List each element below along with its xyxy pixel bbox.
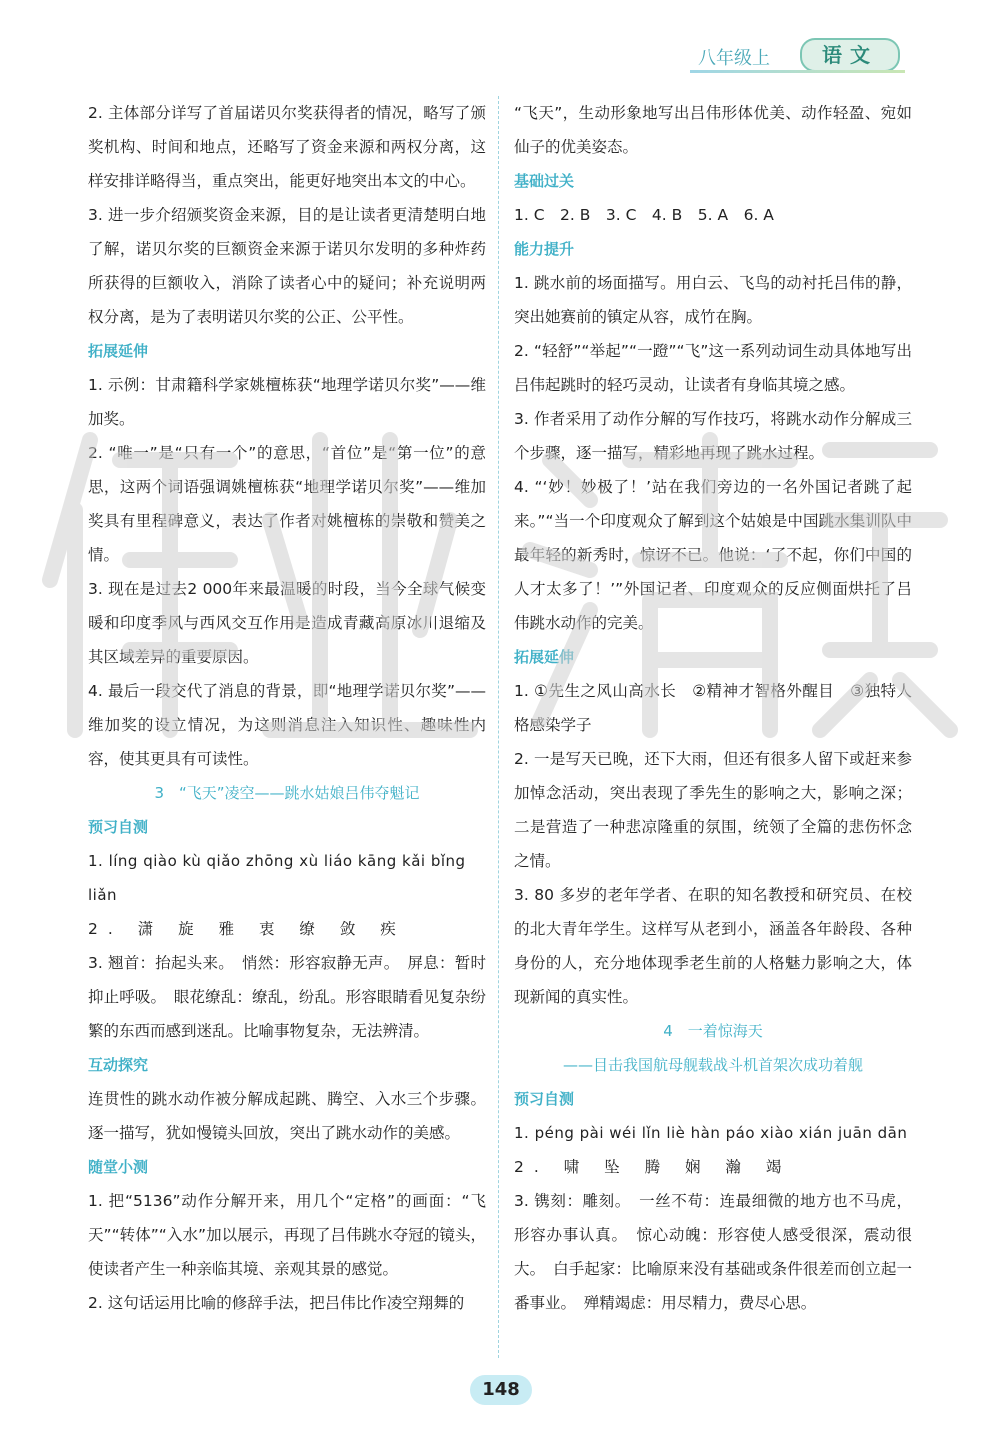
answer-paragraph: 1. 跳水前的场面描写。用白云、飞鸟的动衬托吕伟的静，突出她赛前的镇定从容，成竹在胸。 — [514, 274, 912, 326]
section-heading: 互动探究 — [88, 1056, 149, 1074]
answer-paragraph: 1. 把“5136”动作分解开来，用几个“定格”的画面：“飞天”“转体”“入水”加以展示，再现了吕伟跳水夺冠的镜头，使读者产生一种亲临其境、亲观其景的感觉。 — [88, 1192, 486, 1278]
answer-paragraph: 3. 进一步介绍颁奖资金来源，目的是让读者更清楚明白地了解，诺贝尔奖的巨额资金来源于诺贝尔发明的多种炸药所获得的巨额收入，消除了读者心中的疑问；补充说明两权分离，是为了表明诺贝尔奖的公正、公平性。 — [88, 206, 486, 326]
section-heading: 基础过关 — [514, 172, 575, 190]
pinyin-answer: 1. péng pài wéi lǐn liè hàn páo xiào xián juān dān — [514, 1124, 908, 1142]
subject-badge: 语文 — [800, 38, 900, 72]
answer-paragraph: 2. “唯一”是“只有一个”的意思，“首位”是“第一位”的意思，这两个词语强调姚檀栋获“地理学诺贝尔奖”——维加奖具有里程碑意义，表达了作者对姚檀栋的崇敬和赞美之情。 — [88, 444, 486, 564]
column-divider — [498, 96, 499, 1358]
answer-paragraph: 2. “轻舒”“举起”“一蹬”“飞”这一系列动词生动具体地写出吕伟起跳时的轻巧灵动，让读者有身临其境之感。 — [514, 342, 912, 394]
answer-paragraph: 3. 镌刻：雕刻。 一丝不苟：连最细微的地方也不马虎，形容办事认真。 惊心动魄：形容使人感受很深，震动很大。 白手起家：比喻原来没有基础或条件很差而创立起一番事业。 殚精竭虑：用尽精力，费尽心思。 — [514, 1192, 912, 1312]
character-answer: 2. 啸 坠 腾 娴 瀚 竭 — [514, 1158, 792, 1176]
section-heading: 预习自测 — [514, 1090, 575, 1108]
answer-paragraph: 1. 示例：甘肃籍科学家姚檀栋获“地理学诺贝尔奖”——维加奖。 — [88, 376, 486, 428]
answer-paragraph: 3. 作者采用了动作分解的写作技巧，将跳水动作分解成三个步骤，逐一描写，精彩地再现了跳水过程。 — [514, 410, 912, 462]
answer-paragraph: 4. 最后一段交代了消息的背景，即“地理学诺贝尔奖”——维加奖的设立情况，为这则消息注入知识性、趣味性内容，使其更具有可读性。 — [88, 682, 486, 768]
answer-paragraph: 2. 一是写天已晚，还下大雨，但还有很多人留下或赶来参加悼念活动，突出表现了季先生的影响之大，影响之深；二是营造了一种悲凉隆重的氛围，统领了全篇的悲伤怀念之情。 — [514, 750, 912, 870]
answer-paragraph: 1. ①先生之风山高水长 ②精神才智格外醒目 ③独特人格感染学子 — [514, 682, 912, 734]
section-heading: 随堂小测 — [88, 1158, 149, 1176]
grade-label: 八年级上 — [698, 48, 770, 69]
section-heading: 拓展延伸 — [514, 648, 575, 666]
answer-paragraph: “飞天”，生动形象地写出吕伟形体优美、动作轻盈、宛如仙子的优美姿态。 — [514, 104, 912, 156]
section-heading: 拓展延伸 — [88, 342, 149, 360]
answer-paragraph: 连贯性的跳水动作被分解成起跳、腾空、入水三个步骤。逐一描写，犹如慢镜头回放，突出了跳水动作的美感。 — [88, 1090, 486, 1142]
section-heading: 预习自测 — [88, 818, 149, 836]
section-heading: 能力提升 — [514, 240, 575, 258]
answer-paragraph: 2. 这句话运用比喻的修辞手法，把吕伟比作凌空翔舞的 — [88, 1294, 465, 1312]
character-answer: 2. 潇 旋 雅 衷 缭 敛 疾 — [88, 920, 406, 938]
pinyin-answer: 1. líng qiào kù qiǎo zhōng xù liáo kāng kǎi bǐng liǎn — [88, 852, 466, 904]
answer-paragraph: 3. 80 多岁的老年学者、在职的知名教授和研究员、在校的北大青年学生。这样写从老到小，涵盖各年龄段、各种身份的人，充分地体现季老生前的人格魅力影响之大，体现新闻的真实性。 — [514, 886, 912, 1006]
lesson-title: 4 一着惊海天 — [663, 1022, 763, 1040]
lesson-subtitle: ——目击我国航母舰载战斗机首架次成功着舰 — [562, 1056, 863, 1074]
answer-paragraph: 2. 主体部分详写了首届诺贝尔奖获得者的情况，略写了颁奖机构、时间和地点，还略写了资金来源和两权分离，这样安排详略得当，重点突出，能更好地突出本文的中心。 — [88, 104, 486, 190]
answer-paragraph: 1. C 2. B 3. C 4. B 5. A 6. A — [514, 206, 774, 224]
header-rule — [690, 70, 905, 73]
right-column — [514, 96, 912, 1320]
left-column — [88, 96, 486, 1320]
page-number: 148 — [470, 1375, 532, 1405]
answer-paragraph: 3. 现在是过去2 000年来最温暖的时段，当今全球气候变暖和印度季风与西风交互作用是造成青藏高原冰川退缩及其区域差异的重要原因。 — [88, 580, 486, 666]
answer-paragraph: 3. 翘首：抬起头来。 悄然：形容寂静无声。 屏息：暂时抑止呼吸。 眼花缭乱：缭乱，纷乱。形容眼睛看见复杂纷繁的东西而感到迷乱。比喻事物复杂，无法辨清。 — [88, 954, 486, 1040]
page-header — [690, 36, 910, 76]
lesson-title: 3 “飞天”凌空——跳水姑娘吕伟夺魁记 — [154, 784, 420, 802]
answer-paragraph: 4. “‘妙！妙极了！’站在我们旁边的一名外国记者跳了起来。”“当一个印度观众了解到这个姑娘是中国跳水集训队中最年轻的新秀时，惊讶不已。他说：‘了不起，你们中国的人才太多了！’”外国记者、印度观众的反应侧面烘托了吕伟跳水动作的完美。 — [514, 478, 912, 632]
